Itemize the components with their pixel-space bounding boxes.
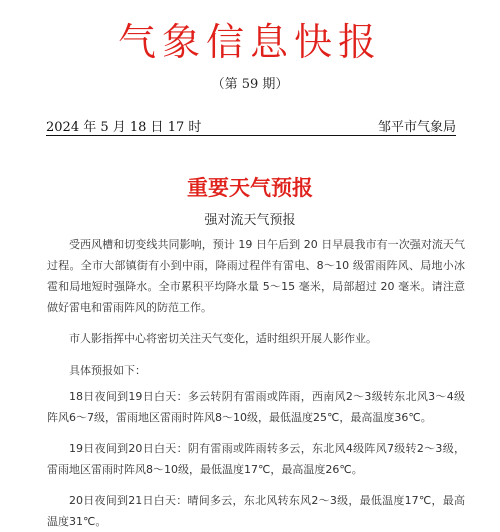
header-divider (46, 135, 456, 136)
weather-modification-paragraph: 市人影指挥中心将密切关注天气变化，适时组织开展人影作业。 (69, 332, 377, 345)
dateline (46, 116, 456, 134)
forecast-day3-paragraph: 20日夜间到21日白天：晴间多云，东北风转东风2～3级，最低温度17℃，最高温度31℃。 (47, 494, 465, 528)
bulletin-masthead: 气象信息快报 (117, 20, 382, 64)
subheadline: 强对流天气预报 (204, 213, 296, 228)
issue-number: （第 59 期） (211, 77, 289, 92)
intro-paragraph: 受西风槽和切变线共同影响，预计 19 日午后到 20 日早晨我市有一次强对流天气过程。全市大部镇街有小到中雨，降雨过程伴有雷电、8～10 级雷雨阵风、局地小冰雹和局地短时强降水。全市累积平均降水量 5～15 毫米，局部超过 20 毫米。请注意做好雷电和雷雨阵风的防范工作。 (47, 238, 465, 314)
forecast-intro-paragraph: 具体预报如下： (69, 364, 146, 377)
forecast-day2-paragraph: 19日夜间到20日白天：阴有雷雨或阵雨转多云，东北风4级阵风7级转2～3级，雷雨地区雷雨时阵风8～10级，最低温度17℃，最高温度26℃。 (47, 442, 465, 476)
forecast-day1-paragraph: 18日夜间到19日白天：多云转阴有雷雨或阵雨，西南风2～3级转东北风3～4级阵风6～7级，雷雨地区雷雨时阵风8～10级，最低温度25℃，最高温度36℃。 (47, 390, 465, 424)
issuing-bureau: 邹平市气象局 (377, 120, 456, 135)
headline: 重要天气预报 (187, 176, 313, 200)
issue-date: 2024 年 5 月 18 日 17 时 (46, 120, 202, 135)
